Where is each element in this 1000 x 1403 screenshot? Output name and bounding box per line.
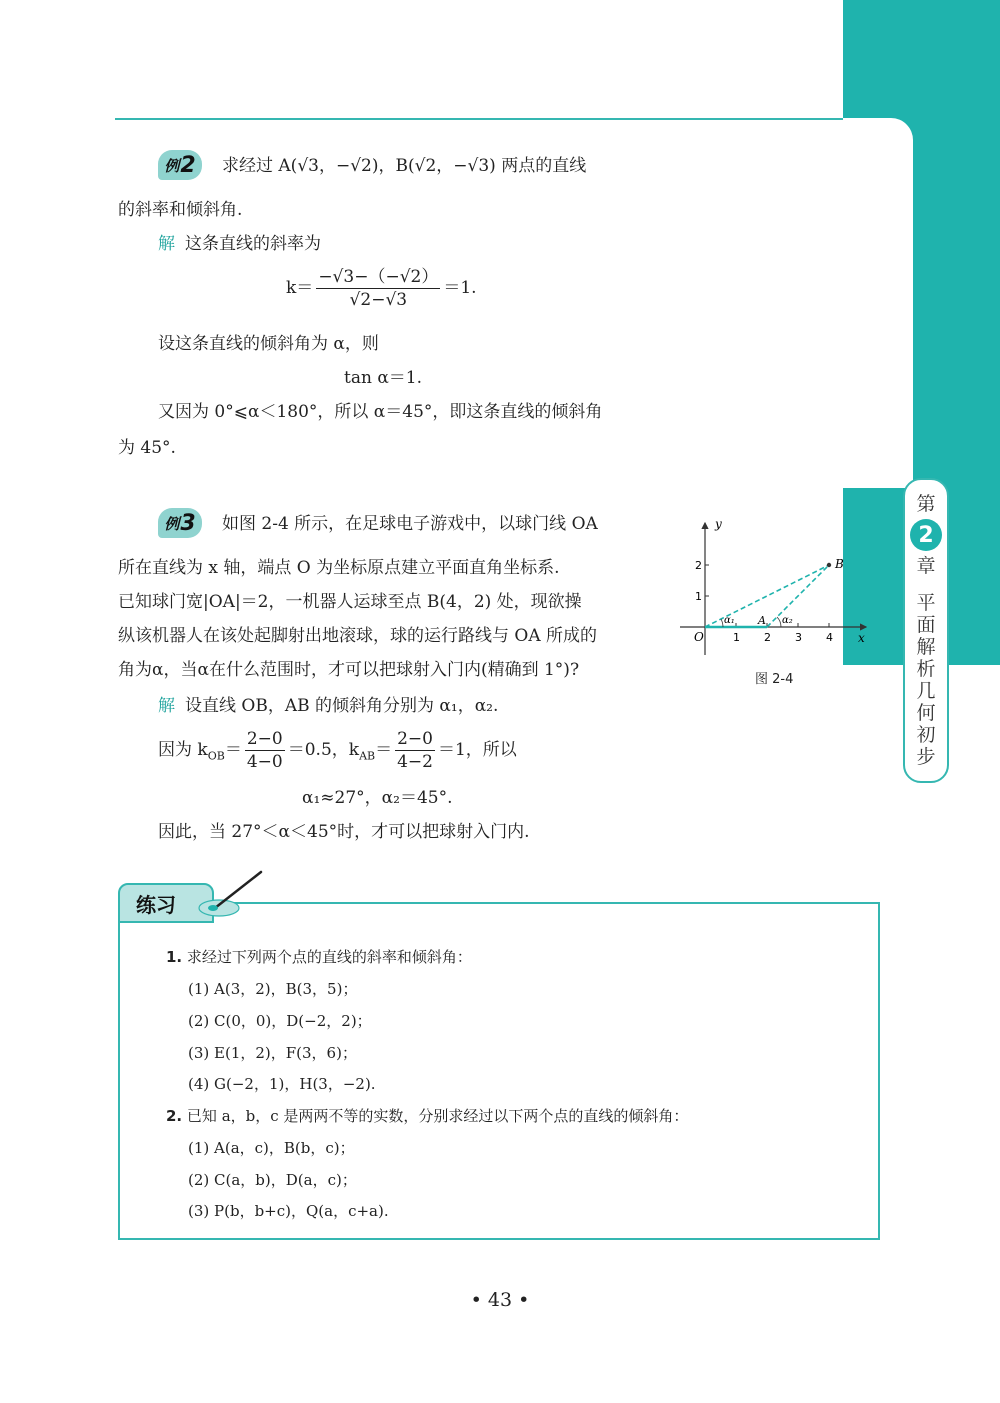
chapter-number: 2 [910, 519, 942, 551]
chapter-suffix: 章 [916, 555, 936, 577]
chapter-prefix: 第 [916, 493, 936, 515]
exercise-q2-item: (3) P(b，b+c)，Q(a，c+a). [188, 1202, 389, 1220]
page-margin-cutout [843, 118, 913, 488]
chapter-title: 平面解析几何初步 [916, 592, 936, 768]
chapter-tab[interactable] [903, 478, 949, 783]
ex2-line2: 的斜率和倾斜角. [118, 200, 243, 220]
ex2-solution-line2: 设这条直线的倾斜角为 α，则 [158, 334, 379, 354]
ex3-line1: 如图 2-4 所示，在足球电子游戏中，以球门线 OA [222, 514, 598, 534]
figure-caption: 图 2-4 [755, 672, 794, 687]
ex3-line4: 纵该机器人在该处起脚射出地滚球，球的运行路线与 OA 所成的 [118, 626, 598, 646]
alpha1-label: α₁ [724, 615, 735, 626]
solution-label: 解 [158, 234, 175, 254]
ex3-solution-line1: 解 设直线 OB，AB 的倾斜角分别为 α₁，α₂. [158, 696, 499, 716]
ex3-line2: 所在直线为 x 轴，端点 O 为坐标原点建立平面直角坐标系. [118, 558, 560, 578]
ex2-solution-line1: 解 这条直线的斜率为 [158, 234, 321, 254]
line-AB [767, 565, 829, 627]
point-B [827, 563, 831, 567]
ex3-slope-computation: 因为 $k_{OB}=$ $\frac{2-0}{4-0}$ ＝0.5，$k_{AB}=$ $\frac{2-0}{4-2}$ ＝1，所以 [158, 729, 517, 772]
pen-icon [195, 868, 265, 918]
page-number: • 43 • [470, 1289, 530, 1311]
exercise-q1-item: (2) C(0，0)，D(−2，2)； [188, 1012, 372, 1030]
alpha2-label: α₂ [782, 615, 793, 626]
y-tick-2: 2 [695, 559, 702, 572]
exercise-q2-item: (2) C(a，b)，D(a，c)； [188, 1171, 357, 1189]
figure-2-4 [678, 515, 878, 665]
x-tick-1: 1 [733, 631, 740, 644]
x-tick-2: 2 [764, 631, 771, 644]
x-label: x [858, 631, 865, 645]
exercise-q1: 1. 求经过下列两个点的直线的斜率和倾斜角： [166, 948, 472, 966]
point-A-label: A [758, 614, 766, 627]
ex2-slope-formula: k＝ $\frac{-√3-(-√2)}{√2-√3}$ ＝1. [286, 267, 477, 310]
exercise-title: 练习 [118, 883, 214, 923]
x-tick-4: 4 [826, 631, 833, 644]
y-label: y [715, 517, 722, 531]
exercise-q1-item: (4) G(−2，1)，H(3，−2). [188, 1075, 376, 1093]
ex2-line1: 求经过 A(√3，−√2)，B(√2，−√3) 两点的直线 [222, 156, 587, 176]
exercise-q1-item: (1) A(3，2)，B(3，5)； [188, 980, 358, 998]
exercise-q2: 2. 已知 a，b，c 是两两不等的实数，分别求经过以下两个点的直线的倾斜角： [166, 1107, 689, 1125]
header-rule [115, 118, 843, 120]
ex2-solution-line4: 为 45°. [118, 438, 176, 458]
exercise-q2-item: (1) A(a，c)，B(b，c)； [188, 1139, 355, 1157]
exercise-q1-item: (3) E(1，2)，F(3，6)； [188, 1044, 357, 1062]
example-2-badge: 例 2 [158, 150, 202, 180]
ex3-line3: 已知球门宽|OA|＝2，一机器人运球至点 B(4，2) 处，现欲操 [118, 592, 582, 612]
ex2-tan-equation: tan α＝1. [344, 368, 423, 388]
ex3-conclusion: 因此，当 27°＜α＜45°时，才可以把球射入门内. [158, 822, 530, 842]
ex3-line5: 角为α，当α在什么范围时，才可以把球射入门内(精确到 1°)? [118, 660, 580, 680]
y-tick-1: 1 [695, 590, 702, 603]
solution-label: 解 [158, 696, 175, 716]
point-B-label: B [835, 557, 844, 571]
origin-label: O [694, 630, 704, 644]
ex3-alphas: α₁≈27°，α₂＝45°. [302, 788, 453, 808]
example-3-badge: 例 3 [158, 508, 202, 538]
ex2-solution-line3: 又因为 0°⩽α＜180°，所以 α＝45°，即这条直线的倾斜角 [158, 402, 603, 422]
x-tick-3: 3 [795, 631, 802, 644]
